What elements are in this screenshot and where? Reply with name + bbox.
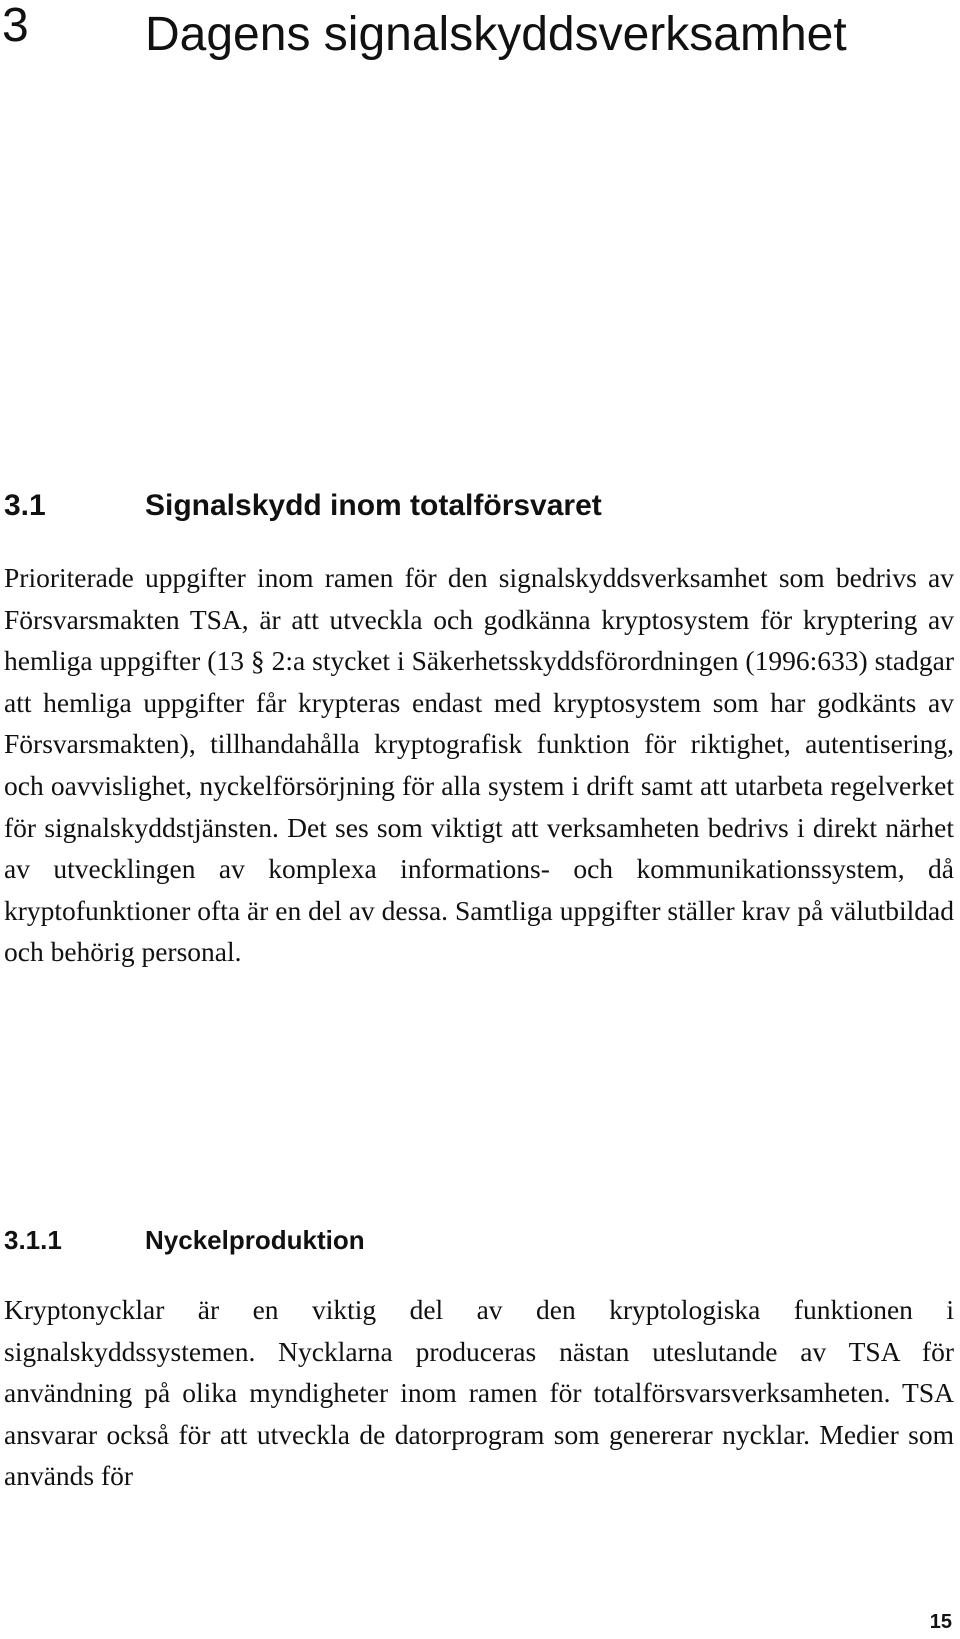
- section-number: 3.1: [4, 489, 46, 522]
- chapter-number: 3: [2, 0, 29, 52]
- subsection-number: 3.1.1: [4, 1225, 62, 1255]
- chapter-title: Dagens signalskyddsverksamhet: [145, 8, 847, 61]
- subsection-paragraph: Kryptonycklar är en viktig del av den kryptologiska funktionen i signalskyddssystemen. Nycklarna produceras nästan uteslutande av TSA för användning på olika myndigheter inom ramen för totalförsvarsverksamheten. TSA ansvarar också för att utveckla de datorprogram som genererar nycklar. Medier som används för: [4, 1294, 954, 1492]
- section-title: Signalskydd inom totalförsvaret: [145, 489, 602, 522]
- section-paragraph: Prioriterade uppgifter inom ramen för den signalskyddsverksamhet som bedrivs av Försvarsmakten TSA, är att utveckla och godkänna kryptosystem för kryptering av hemliga uppgifter (13 § 2:a stycket i Säkerhetsskyddsförordningen (1996:633) stadgar att hemliga uppgifter får krypteras endast med kryptosystem som har godkänts av Försvarsmakten), tillhandahålla kryptografisk funktion för riktighet, autentisering, och oavvislighet, nyckelförsörjning för alla system i drift samt att utarbeta regelverket för signalskyddstjänsten. Det ses som viktigt att verksamheten bedrivs i direkt närhet av utvecklingen av komplexa informations- och kommunikationssystem, då kryptofunktioner ofta är en del av dessa. Samtliga uppgifter ställer krav på välutbildad och behörig personal.: [4, 562, 954, 968]
- page-number: 15: [929, 1611, 952, 1633]
- subsection-title: Nyckelproduktion: [145, 1225, 365, 1255]
